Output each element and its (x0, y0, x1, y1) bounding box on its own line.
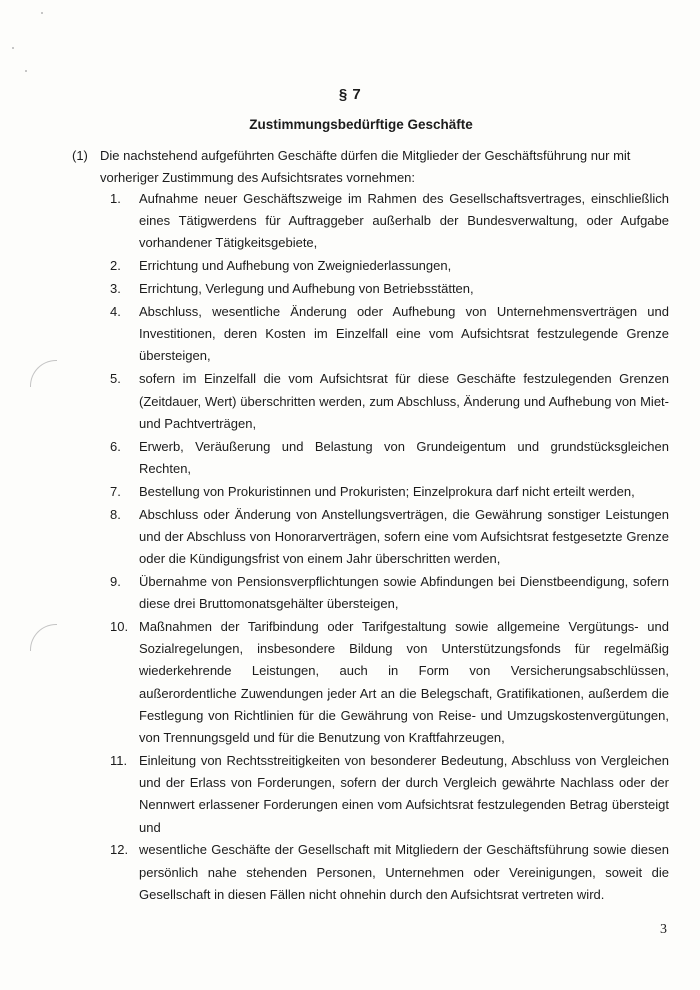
list-item-number: 9. (110, 573, 121, 589)
scan-speck (41, 12, 43, 14)
list-item-text: Abschluss oder Änderung von Anstellungsverträgen, die Gewährung sonstiger Leistungen und der Abschluss von Honorarverträgen, sofern eine vom Aufsichtsrat festgesetzte Grenze oder die Kündigungsfrist von einem Jahr überschritten werden, (139, 506, 669, 567)
list-item (110, 481, 669, 503)
list-item-number: 2. (110, 258, 121, 274)
list-item (110, 616, 669, 749)
approval-list (110, 188, 669, 907)
list-item-text: Aufnahme neuer Geschäftszweige im Rahmen des Gesellschaftsvertrages, einschließlich eines Tätigwerdens für Auftraggeber außerhalb der Bundesverwaltung, oder Aufgabe vorhandener Tätigkeitsgebiete, (139, 191, 669, 251)
list-item-number: 4. (110, 304, 121, 320)
list-item-number: 6. (110, 438, 121, 454)
list-item (110, 839, 669, 906)
list-item-text: Übernahme von Pensionsverpflichtungen sowie Abfindungen bei Dienstbeendigung, sofern diese drei Bruttomonatsgehälter übersteigen, (139, 573, 669, 612)
list-item-text: Maßnahmen der Tarifbindung oder Tarifgestaltung sowie allgemeine Vergütungs- und Sozialregelungen, insbesondere Bildung von Unterstützungsfonds für regelmäßig wiederkehrende Leistungen, auch in Form von Versicherungsabschlüssen, außerordentliche Zuwendungen jeder Art an die Belegschaft, Gratifikationen, außerdem die Festlegung von Richtlinien für die Gewährung von Reise- und Umzugskostenvergütungen, von Trennungsgeld und für die Benutzung von Kraftfahrzeugen, (139, 619, 669, 746)
list-item-text: Einleitung von Rechtsstreitigkeiten von besonderer Bedeutung, Abschluss von Vergleichen und der Erlass von Forderungen, sofern der durch Vergleich gewährte Nachlass oder der Nennwert erlassener Forderungen einen vom Aufsichtsrat festzulegenden Betrag übersteigt und (139, 752, 669, 835)
list-item (110, 504, 669, 571)
list-item-number: 11. (110, 752, 128, 768)
list-item-number: 12. (110, 842, 129, 858)
punch-hole-mark (30, 624, 57, 651)
section-title: Zustimmungsbedürftige Geschäfte (249, 117, 473, 132)
list-item-text: wesentliche Geschäfte der Gesellschaft mit Mitgliedern der Geschäftsführung sowie diesen persönlich nahe stehenden Personen, Unternehmen oder Vereinigungen, soweit die Gesellschaft in diesen Fällen nicht ohnehin durch den Aufsichtsrat vertreten wird. (139, 842, 669, 902)
list-item-text: Errichtung und Aufhebung von Zweigniederlassungen, (139, 258, 452, 274)
list-item (110, 571, 669, 615)
paragraph-1 (72, 145, 672, 189)
list-item-number: 7. (110, 483, 121, 499)
scan-speck (12, 47, 14, 49)
paragraph-text: Die nachstehend aufgeführten Geschäfte dürfen die Mitglieder der Geschäftsführung nur mit vorheriger Zustimmung des Aufsichtsrates vornehmen: (100, 148, 631, 185)
list-item-number: 8. (110, 506, 121, 522)
list-item-number: 1. (110, 191, 121, 206)
list-item-text: sofern im Einzelfall die vom Aufsichtsrat für diese Geschäfte festzulegenden Grenzen (Zeitdauer, Wert) überschritten werden, zum Abschluss, Änderung und Aufhebung von Miet- und Pachtverträgen, (139, 371, 669, 431)
page-number: 3 (660, 922, 667, 937)
list-item (110, 368, 669, 435)
list-item-text: Abschluss, wesentliche Änderung oder Aufhebung von Unternehmensverträgen und Investitionen, deren Kosten im Einzelfall eine vom Aufsichtsrat festzulegende Grenze übersteigen, (139, 304, 669, 364)
list-item-number: 3. (110, 281, 121, 297)
list-item-text: Bestellung von Prokuristinnen und Prokuristen; Einzelprokura darf nicht erteilt werden, (139, 483, 635, 499)
list-item (110, 301, 669, 368)
section-number: § 7 (338, 86, 362, 103)
list-item (110, 188, 669, 255)
list-item-number: 5. (110, 371, 121, 387)
list-item (110, 436, 669, 480)
punch-hole-mark (30, 360, 57, 387)
scan-speck (25, 70, 27, 72)
list-item (110, 255, 669, 277)
list-item-text: Errichtung, Verlegung und Aufhebung von Betriebsstätten, (139, 281, 474, 297)
list-item-number: 10. (110, 619, 129, 635)
list-item (110, 278, 669, 300)
paragraph-label: (1) (72, 148, 88, 163)
list-item (110, 750, 669, 839)
list-item-text: Erwerb, Veräußerung und Belastung von Grundeigentum und grundstücksgleichen Rechten, (139, 438, 669, 476)
